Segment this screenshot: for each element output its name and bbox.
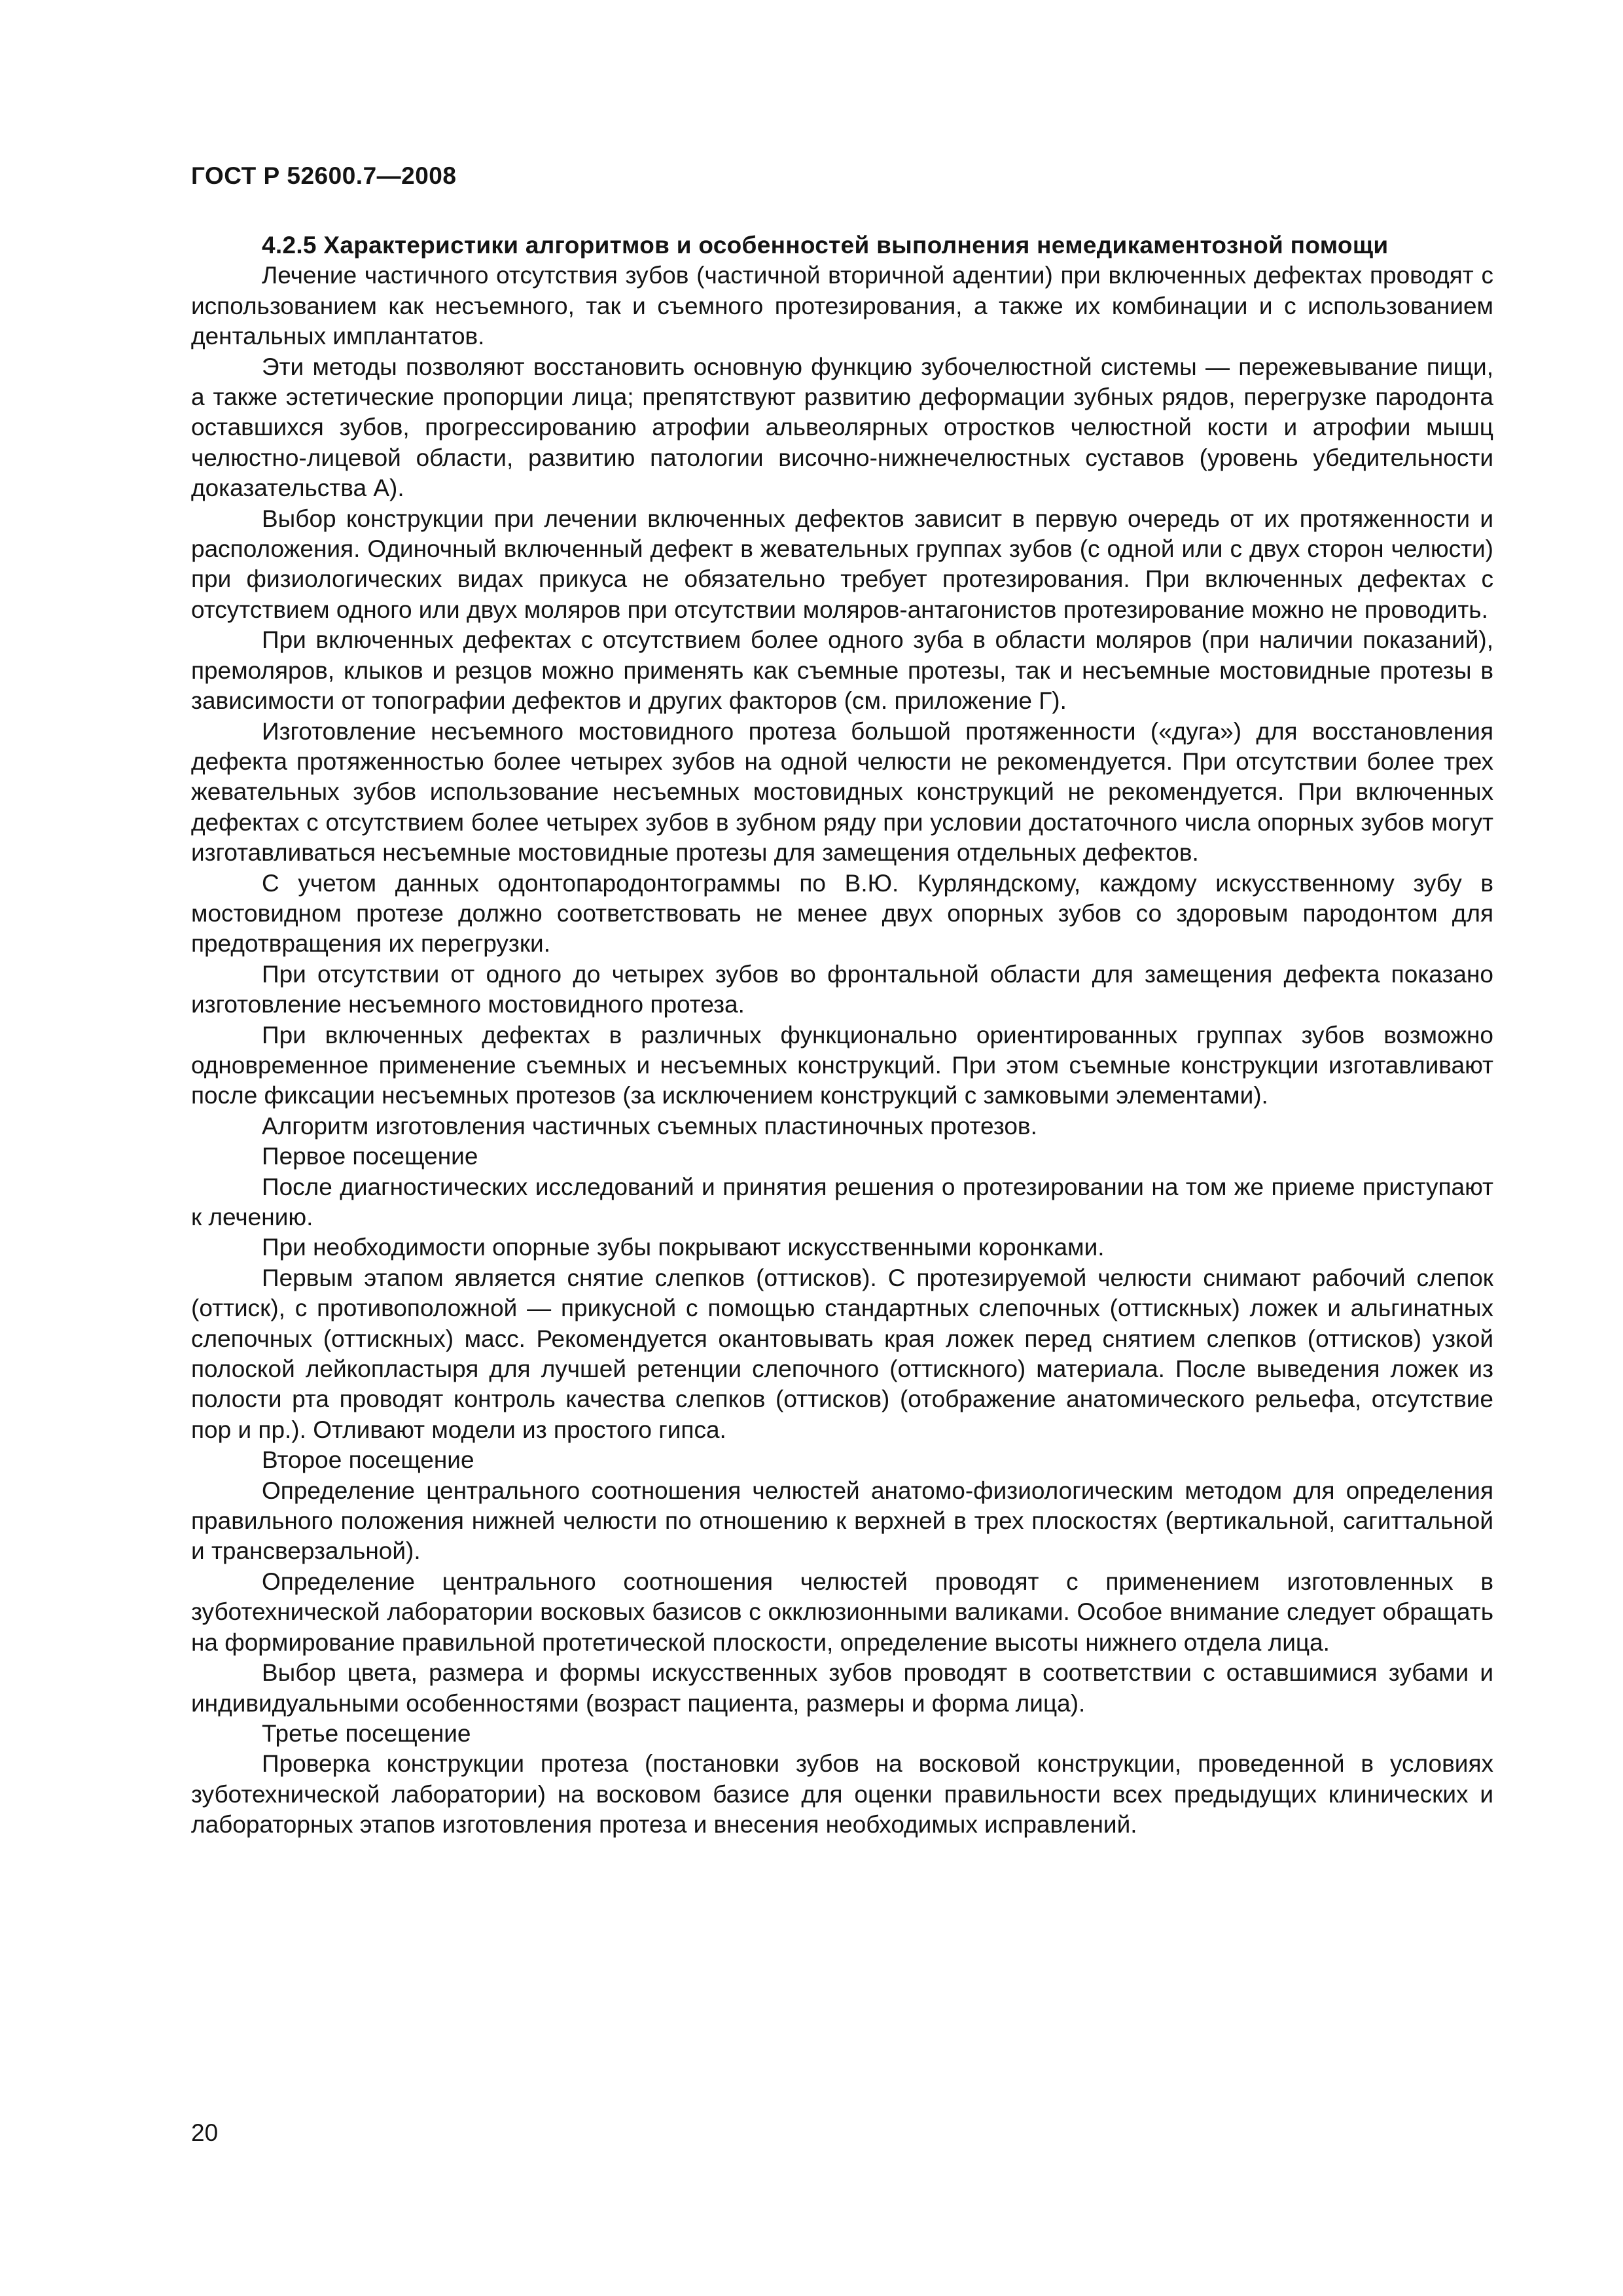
paragraph-partial-edentia-treatment: Лечение частичного отсутствия зубов (частичной вторичной адентии) при включенных дефектах проводят с использованием как несъемного, так и съемного протезирования, а также их комбинации и с использованием дентальных имплантатов. [191,262,1493,350]
paragraph-frontal-area: При отсутствии от одного до четырех зубов во фронтальной области для замещения дефекта показано изготовление несъемного мостовидного протеза. [191,960,1493,1018]
paragraph-long-bridge: Изготовление несъемного мостовидного протеза большой протяженности («дуга») для восстановления дефекта протяженностью более четырех зубов на одной челюсти не рекомендуется. При отсутствии более трех жевательных зубов использование несъемных мостовидных конструкций не рекомендуется. При включенных дефектах с отсутствием более четырех зубов в зубном ряду при условии достаточного числа опорных зубов могут изготавливаться несъемные мостовидные протезы для замещения отдельных дефектов. [191,717,1493,867]
paragraph-second-visit-title: Второе посещение [262,1446,474,1474]
paragraph-third-visit-title: Третье посещение [262,1719,471,1747]
section-body [191,230,1493,1840]
paragraph-central-relation-method: Определение центрального соотношения челюстей анатомо-физиологическим методом для определения правильного положения нижней челюсти по отношению к верхней в трех плоскостях (вертикальной, сагиттальной и трансверзальной). [191,1477,1493,1565]
paragraph-methods-benefits: Эти методы позволяют восстановить основную функцию зубочелюстной системы — пережевывание пищи, а также эстетические пропорции лица; препятствуют развитию деформации зубных рядов, перегрузке пародонта оставшихся зубов, прогрессированию атрофии альвеолярных отростков челюстной кости и атрофии мышц челюстно-лицевой области, развитию патологии височно-нижнечелюстных суставов (уровень убедительности доказательства А). [191,353,1493,502]
paragraph-combined-constructions: При включенных дефектах в различных функционально ориентированных группах зубов возможно одновременное применение съемных и несъемных конструкций. При этом съемные конструкции изготавливают после фиксации несъемных протезов (за исключением конструкций с замковыми элементами). [191,1021,1493,1109]
paragraph-construction-check: Проверка конструкции протеза (постановки зубов на восковой конструкции, проведенной в условиях зуботехнической лаборатории) на восковом базисе для оценки правильности всех предыдущих клинических и лабораторных этапов изготовления протеза и внесения необходимых исправлений. [191,1750,1493,1839]
paragraph-central-relation-bases: Определение центрального соотношения челюстей проводят с применением изготовленных в зуботехнической лаборатории восковых базисов с окклюзионными валиками. Особое внимание следует обращать на формирование правильной протетической плоскости, определение высоты нижнего отдела лица. [191,1568,1493,1656]
paragraph-construction-choice: Выбор конструкции при лечении включенных дефектов зависит в первую очередь от их протяженности и расположения. Одиночный включенный дефект в жевательных группах зубов (с одной или с двух сторон челюсти) при физиологических видах прикуса не обязательно требует протезирования. При включенных дефектах с отсутствием одного или двух моляров при отсутствии моляров-антагонистов протезирование можно не проводить. [191,505,1493,623]
paragraph-crowns: При необходимости опорные зубы покрывают искусственными коронками. [262,1234,1105,1261]
paragraph-first-visit-start: После диагностических исследований и принятия решения о протезировании на том же приеме приступают к лечению. [191,1173,1493,1230]
document-code-header: ГОСТ Р 52600.7—2008 [191,162,457,189]
paragraph-algorithm-title: Алгоритм изготовления частичных съемных пластиночных протезов. [262,1112,1037,1139]
paragraph-first-visit-title: Первое посещение [262,1143,478,1170]
section-heading: 4.2.5 Характеристики алгоритмов и особенностей выполнения немедикаментозной помощи [262,232,1389,259]
paragraph-impressions: Первым этапом является снятие слепков (оттисков). С протезируемой челюсти снимают рабочий слепок (оттиск), с противоположной — прикусной с помощью стандартных слепочных (оттискных) ложек и альгинатных слепочных (оттискных) масс. Рекомендуется окантовывать края ложек перед снятием слепков (оттисков) узкой полоской лейкопластыря для лучшей ретенции слепочного (оттискного) материала. После выведения ложек из полости рта проводят контроль качества слепков (оттисков) (отображение анатомического рельефа, отсутствие пор и пр.). Отливают модели из простого гипса. [191,1264,1493,1443]
page-number: 20 [191,2119,219,2146]
paragraph-teeth-selection: Выбор цвета, размера и формы искусственных зубов проводят в соответствии с оставшимися зубами и индивидуальными особенностями (возраст пациента, размеры и форма лица). [191,1659,1493,1717]
paragraph-multiple-missing-teeth: При включенных дефектах с отсутствием более одного зуба в области моляров (при наличии показаний), премоляров, клыков и резцов можно применять как съемные протезы, так и несъемные мостовидные протезы в зависимости от топографии дефектов и других факторов (см. приложение Г). [191,626,1493,715]
paragraph-odontoparodontogram: С учетом данных одонтопародонтограммы по В.Ю. Курляндскому, каждому искусственному зубу в мостовидном протезе должно соответствовать не менее двух опорных зубов со здоровым пародонтом для предотвращения их перегрузки. [191,869,1493,958]
